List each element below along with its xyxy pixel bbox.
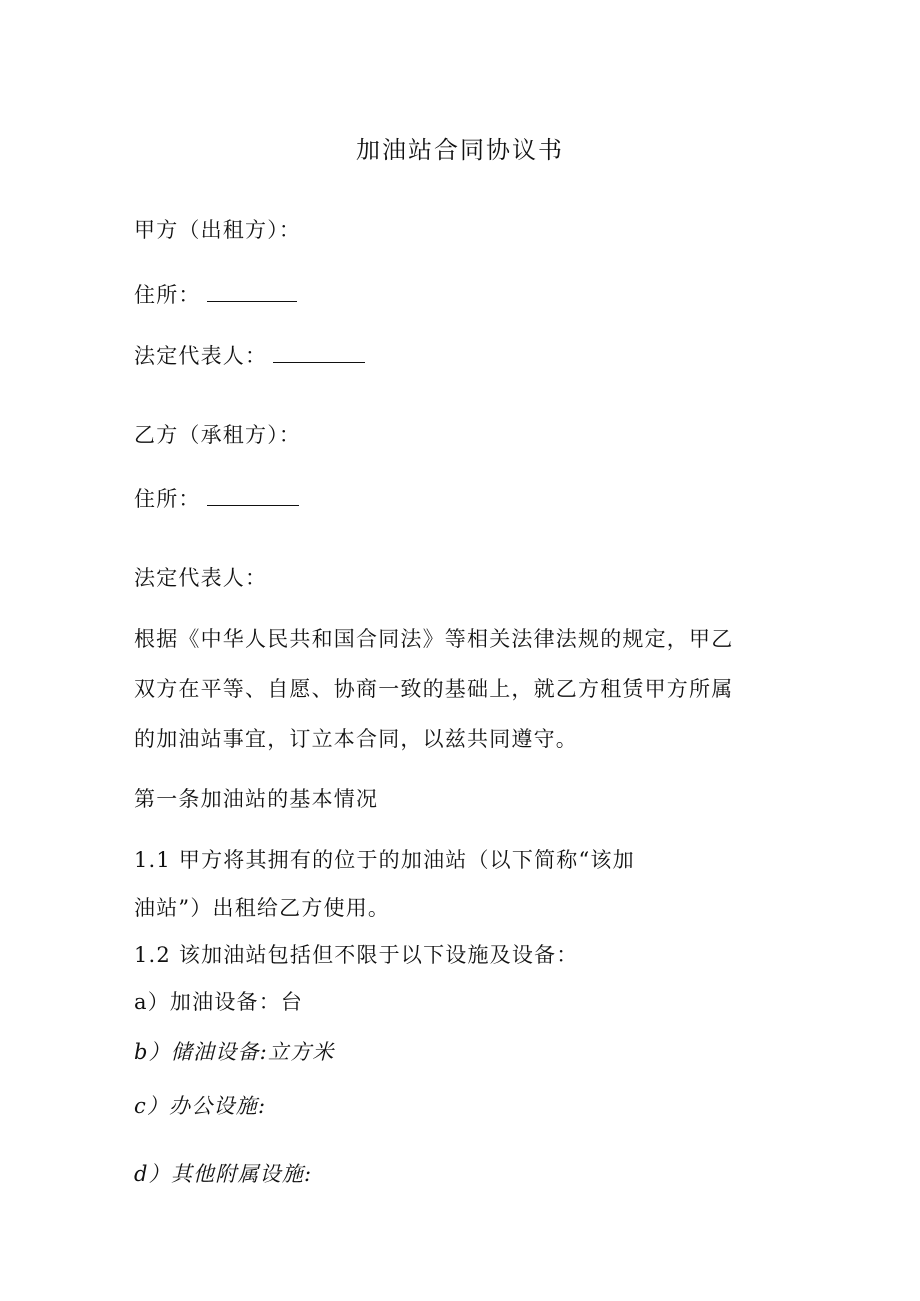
preamble-line: 根据《中华人民共和国合同法》等相关法律法规的规定，甲乙: [134, 627, 734, 651]
document-title: 加油站合同协议书: [356, 136, 564, 164]
clause-1-1-line: 1.1 甲方将其拥有的位于的加油站（以下简称“该加: [134, 848, 635, 872]
party-a-address-line: [134, 281, 297, 307]
party-a-rep-blank: [273, 342, 365, 363]
party-b-address-label: 住所：: [134, 487, 201, 511]
article-1-heading: 第一条加油站的基本情况: [134, 787, 379, 811]
party-a-rep-line: [134, 342, 365, 368]
clause-1-1-line: 油站”）出租给乙方使用。: [134, 896, 391, 920]
party-b-rep-label: 法定代表人：: [134, 566, 268, 590]
party-a-rep-label: 法定代表人：: [134, 344, 268, 368]
party-a-heading: 甲方（出租方）：: [134, 218, 302, 242]
party-b-heading: 乙方（承租方）：: [134, 423, 302, 447]
list-item-b: b）储油设备:立方米: [134, 1040, 335, 1064]
list-item-c: c）办公设施:: [134, 1094, 267, 1118]
preamble-line: 的加油站事宜，订立本合同，以兹共同遵守。: [134, 727, 578, 751]
clause-1-2: 1.2 该加油站包括但不限于以下设施及设备：: [134, 943, 579, 967]
preamble-line: 双方在平等、自愿、协商一致的基础上，就乙方租赁甲方所属: [134, 677, 734, 701]
party-b-address-blank: [207, 485, 299, 506]
list-item-a: a）加油设备：台: [134, 990, 304, 1014]
party-b-address-line: [134, 485, 299, 511]
party-a-address-blank: [207, 281, 297, 302]
list-item-d: d）其他附属设施:: [134, 1162, 313, 1186]
party-a-address-label: 住所：: [134, 283, 201, 307]
